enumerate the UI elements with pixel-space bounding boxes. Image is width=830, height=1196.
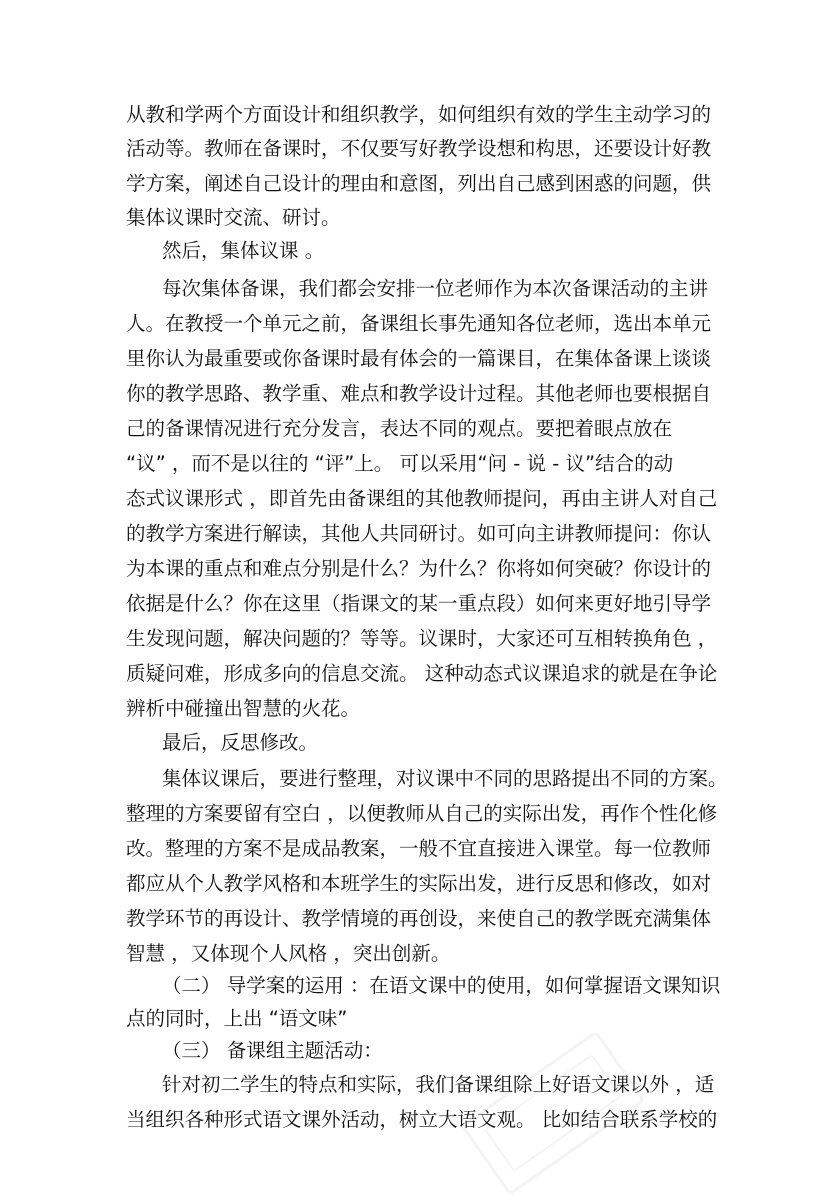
text-line: 辨析中碰撞出智慧的火花。 bbox=[126, 697, 361, 720]
text-line: 然后，集体议课 。 bbox=[162, 239, 325, 262]
text-line: 从教和学两个方面设计和组织教学，如何组织有效的学生主动学习的 bbox=[126, 103, 712, 126]
text-line: 集体议课后，要进行整理，对议课中不同的思路提出不同的方案。 bbox=[162, 767, 728, 790]
text-line: 你的教学思路、教学重、难点和教学设计过程。其他老师也要根据自 bbox=[126, 382, 712, 405]
text-line: 智慧 ，又体现个人风格 ，突出创新。 bbox=[126, 942, 451, 965]
text-line: 为本课的重点和难点分别是什么？为什么？你将如何突破？你设计的 bbox=[126, 557, 712, 580]
text-line: 当组织各种形式语文课外活动，树立大语文观。 比如结合联系学校的 bbox=[126, 1108, 718, 1131]
text-line: 学方案，阐述自己设计的理由和意图，列出自己感到困惑的问题，供 bbox=[126, 172, 712, 195]
text-line: 态式议课形式 ，即首先由备课组的其他教师提问，再由主讲人对自己 bbox=[126, 487, 718, 510]
watermark-stamp bbox=[460, 1030, 645, 1196]
text-line: 整理的方案要留有空白 ，以便教师从自己的实际出发，再作个性化修 bbox=[126, 802, 718, 825]
text-line: 己的备课情况进行充分发言，表达不同的观点。要把着眼点放在 bbox=[126, 417, 673, 440]
section-heading: （二） 导学案的运用 ：在语文课中的使用，如何掌握语文课知识 bbox=[162, 974, 721, 997]
text-line: 的教学方案进行解读，其他人共同研讨。如可向主讲教师提问：你认 bbox=[126, 522, 712, 545]
text-line: 改。整理的方案不是成品教案，一般不宜直接进入课堂。每一位教师 bbox=[126, 837, 712, 860]
text-line: 人。在教授一个单元之前，备课组长事先通知各位老师，选出本单元 bbox=[126, 312, 712, 335]
text-line: 活动等。教师在备课时，不仅要写好教学设想和构思，还要设计好教 bbox=[126, 137, 712, 160]
section-heading: （三） 备课组主题活动： bbox=[162, 1039, 383, 1062]
text-line: 质疑问难，形成多向的信息交流。 这种动态式议课追求的就是在争论 bbox=[126, 662, 718, 685]
text-line: 里你认为最重要或你备课时最有体会的一篇课目，在集体备课上谈谈 bbox=[126, 347, 712, 370]
text-line: 最后，反思修改。 bbox=[162, 731, 319, 754]
text-line: 都应从个人教学风格和本班学生的实际出发，进行反思和修改，如对 bbox=[126, 872, 712, 895]
text-line: “议” ，而不是以往的 “评”上。 可以采用“问 - 说 - 议”结合的动 bbox=[126, 452, 674, 475]
text-line: 针对初二学生的特点和实际，我们备课组除上好语文课以外 ，适 bbox=[162, 1073, 715, 1096]
text-line: 每次集体备课，我们都会安排一位老师作为本次备课活动的主讲 bbox=[162, 277, 709, 300]
text-line: 教学环节的再设计、教学情境的再创设，来使自己的教学既充满集体 bbox=[126, 907, 712, 930]
text-line: 集体议课时交流、研讨。 bbox=[126, 206, 341, 229]
text-line: 生发现问题，解决问题的？等等。议课时，大家还可互相转换角色 ， bbox=[126, 627, 718, 650]
text-line: 点的同时，上出 “语文味” bbox=[126, 1007, 348, 1030]
text-line: 依据是什么？你在这里（指课文的某一重点段）如何来更好地引导学 bbox=[126, 592, 712, 615]
